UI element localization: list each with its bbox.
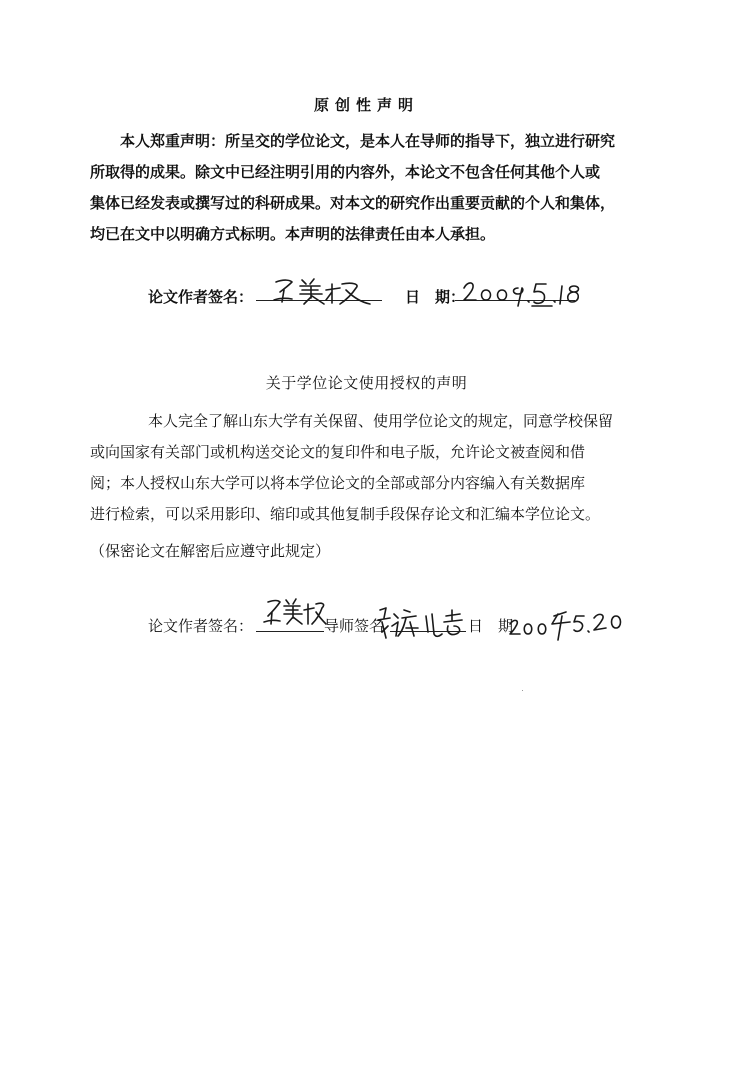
authorization-line-1: 本人完全了解山东大学有关保留、使用学位论文的规定，同意学校保留 [148,412,614,430]
author-signature-line-2 [256,631,324,632]
advisor-signature-label: 导师签名 [324,617,385,635]
declaration-title: 原创性声明 [313,96,419,114]
declaration-line-2: 所取得的成果。除文中已经注明引用的内容外，本论文不包含任何其他个人或 [90,163,601,181]
date-label-2: 日 期 [468,617,514,635]
author-signature-label-2: 论文作者签名： [148,617,254,635]
declaration-line-3: 集体已经发表或撰写过的科研成果。对本文的研究作出重要贡献的个人和集体， [90,194,616,212]
author-signature-image [270,276,380,306]
declaration-line-4: 均已在文中以明确方式标明。本声明的法律责任由本人承担。 [90,225,496,243]
handwritten-date-1 [462,276,582,310]
authorization-title: 关于学位论文使用授权的声明 [265,374,468,392]
author-signature-label: 论文作者签名： [148,288,254,306]
confidentiality-note: （保密论文在解密后应遵守此规定） [90,542,331,560]
declaration-line-1: 本人郑重声明：所呈交的学位论文，是本人在导师的指导下，独立进行研究 [120,132,616,150]
scan-speck [522,690,523,691]
author-signature-image-2 [262,596,326,630]
authorization-line-4: 进行检索，可以采用影印、缩印或其他复制手段保存论文和汇编本学位论文。 [90,505,601,523]
authorization-line-3: 阅；本人授权山东大学可以将本学位论文的全部或部分内容编入有关数据库 [90,474,586,492]
handwritten-date-2 [508,606,626,642]
date-label: 日 期： [405,288,466,306]
authorization-line-2: 或向国家有关部门或机构送交论文的复印件和电子版，允许论文被查阅和借 [90,443,586,461]
advisor-signature-image [376,604,466,644]
